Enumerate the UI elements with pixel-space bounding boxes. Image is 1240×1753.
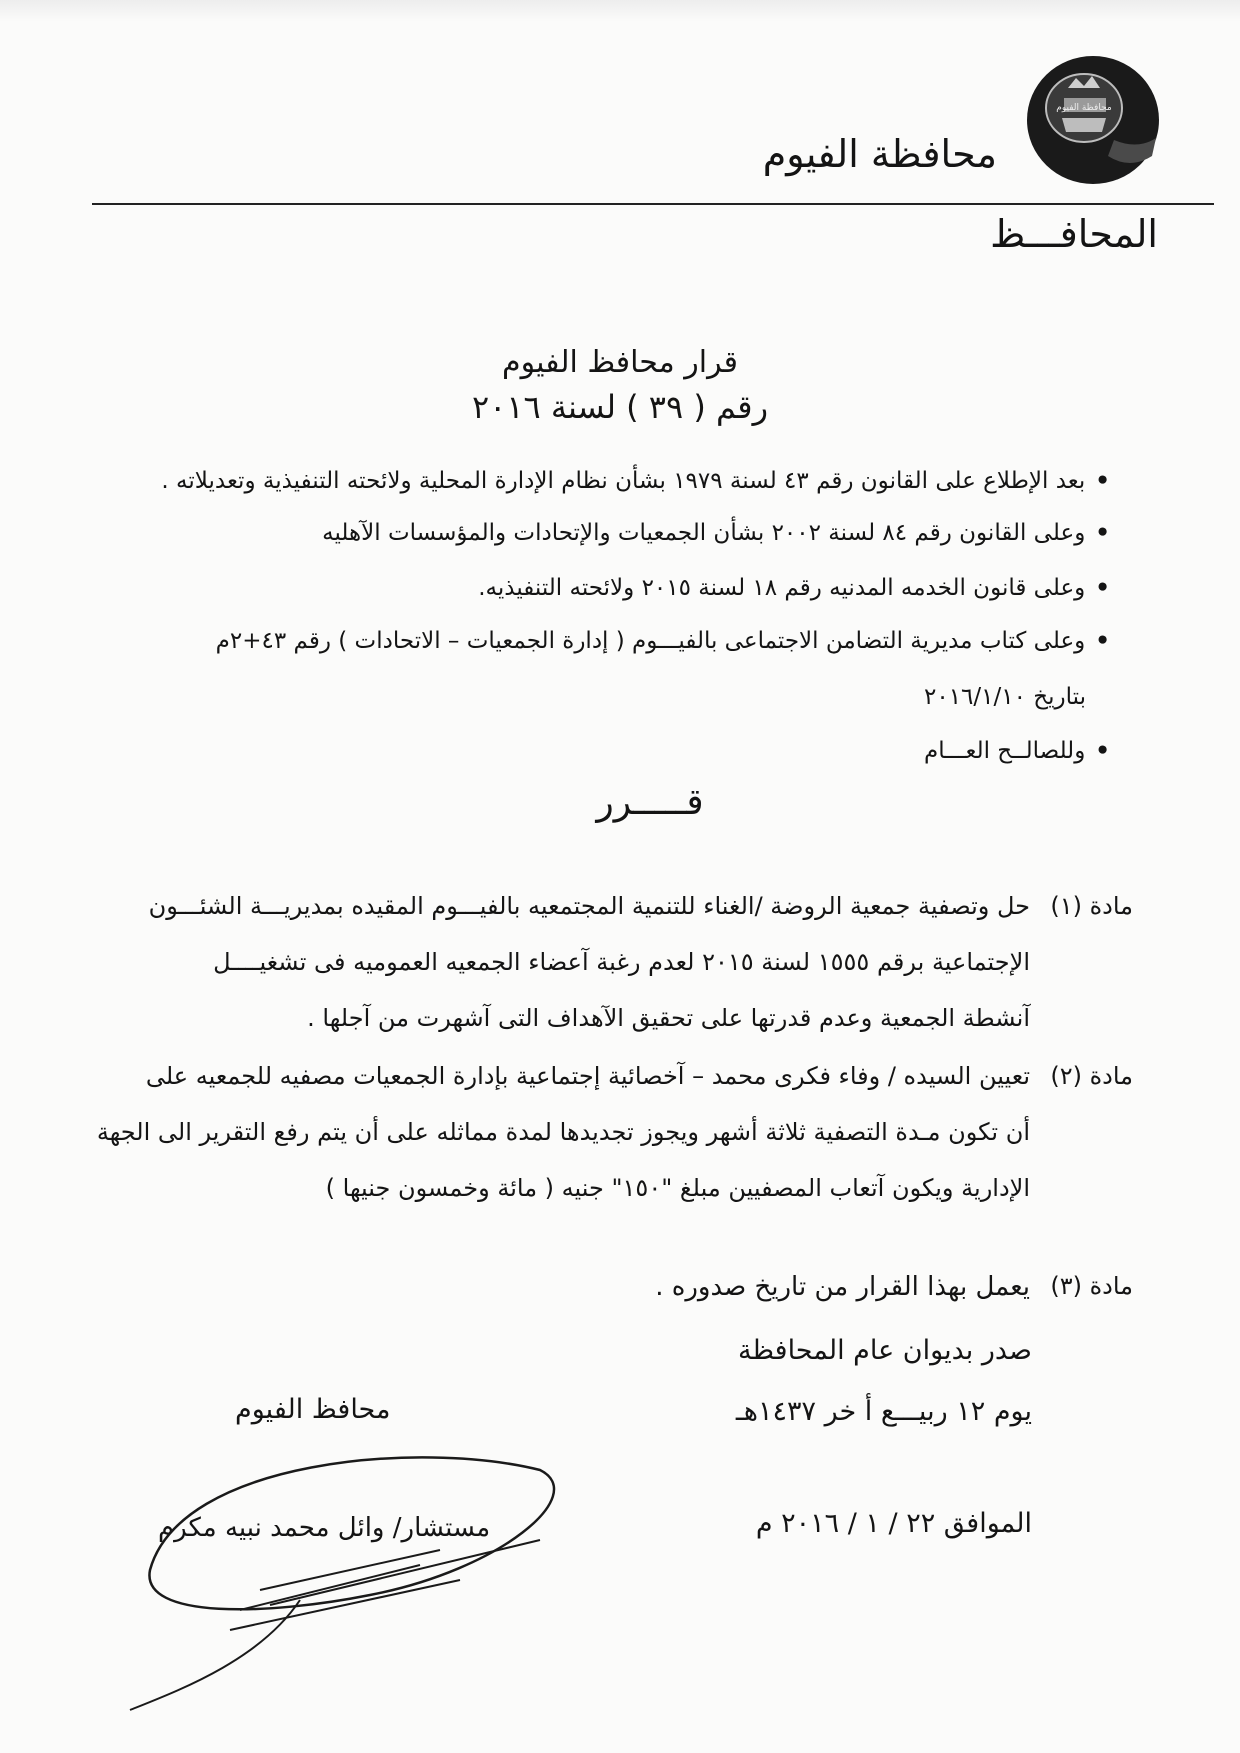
office-title: المحافـــظ [990, 212, 1158, 256]
preamble-item: •وعلى قانون الخدمه المدنيه رقم ١٨ لسنة ٢٠١٥ ولائحته التنفيذيه. [478, 575, 1110, 601]
governorate-name: محافظة الفيوم [762, 132, 997, 176]
article-1-line: آنشطة الجمعية وعدم قدرتها على تحقيق الآهداف التى آشهرت من آجلها . [307, 1004, 1030, 1032]
article-2-line: تعيين السيده / وفاء فكرى محمد – آخصائية إجتماعية بإدارة الجمعيات مصفيه للجمعيه على [145, 1062, 1030, 1090]
article-1-line: الإجتماعية برقم ١٥٥٥ لسنة ٢٠١٥ لعدم رغبة آعضاء الجمعيه العموميه فى تشغيــــل [213, 948, 1030, 976]
article-2-line: أن تكون مـدة التصفية ثلاثة أشهر ويجوز تجديدها لمدة مماثله على أن يتم رفع التقرير الى الجهة [96, 1118, 1030, 1146]
preamble-text: وللصالــح العـــام [924, 738, 1086, 764]
signatory-title: محافظ الفيوم [235, 1394, 391, 1425]
handwritten-signature-icon [120, 1400, 570, 1730]
decided-heading: قـــــرر [596, 782, 704, 823]
preamble-item: •وعلى كتاب مديرية التضامن الاجتماعى بالفيـــوم ( إدارة الجمعيات – الاتحادات ) رقم ٤٣+٢م [215, 628, 1110, 654]
header-divider [92, 203, 1214, 205]
signatory-name: مستشار/ وائل محمد نبيه مكرم [158, 1513, 491, 1543]
preamble-item: •وعلى القانون رقم ٨٤ لسنة ٢٠٠٢ بشأن الجمعيات والإتحادات والمؤسسات الآهليه [322, 520, 1110, 546]
svg-text:محافظة الفيوم: محافظة الفيوم [1056, 103, 1112, 113]
article-1-heading: مادة (١) [1050, 892, 1133, 920]
preamble-text: وعلى القانون رقم ٨٤ لسنة ٢٠٠٢ بشأن الجمعيات والإتحادات والمؤسسات الآهليه [322, 520, 1086, 546]
article-1-line: حل وتصفية جمعية الروضة /الغناء للتنمية المجتمعيه بالفيـــوم المقيده بمديريـــة الشئـــون [148, 892, 1030, 920]
decree-title: قرار محافظ الفيوم [502, 345, 738, 380]
preamble-item: •بعد الإطلاع على القانون رقم ٤٣ لسنة ١٩٧٩ بشأن نظام الإدارة المحلية ولائحته التنفيذية وتعديلاته . [161, 468, 1110, 494]
preamble-text: وعلى قانون الخدمه المدنيه رقم ١٨ لسنة ٢٠١٥ ولائحته التنفيذيه. [478, 575, 1086, 601]
preamble-item: •وللصالــح العـــام [924, 738, 1110, 764]
article-2-heading: مادة (٢) [1050, 1062, 1133, 1090]
preamble-text: وعلى كتاب مديرية التضامن الاجتماعى بالفيـــوم ( إدارة الجمعيات – الاتحادات ) رقم ٤٣+٢م [215, 628, 1086, 654]
article-2-line: الإدارية ويكون آتعاب المصفيين مبلغ "١٥٠" جنيه ( مائة وخمسون جنيها ) [325, 1174, 1030, 1202]
preamble-date: بتاريخ ٢٠١٦/١/١٠ [924, 684, 1086, 710]
article-3-heading: مادة (٣) [1050, 1272, 1133, 1300]
article-3-line: يعمل بهذا القرار من تاريخ صدوره . [655, 1272, 1030, 1302]
issued-gregorian-date: الموافق ٢٢ / ١ / ٢٠١٦ م [755, 1508, 1032, 1539]
issued-place: صدر بديوان عام المحافظة [738, 1335, 1032, 1366]
governorate-seal-icon [1018, 52, 1168, 188]
decree-number: رقم ( ٣٩ ) لسنة ٢٠١٦ [471, 388, 769, 426]
issued-hijri-date: يوم ١٢ ربيـــع أ خر ١٤٣٧هـ [735, 1396, 1032, 1427]
preamble-text: بعد الإطلاع على القانون رقم ٤٣ لسنة ١٩٧٩ بشأن نظام الإدارة المحلية ولائحته التنفيذية وتعديلاته . [161, 468, 1086, 494]
